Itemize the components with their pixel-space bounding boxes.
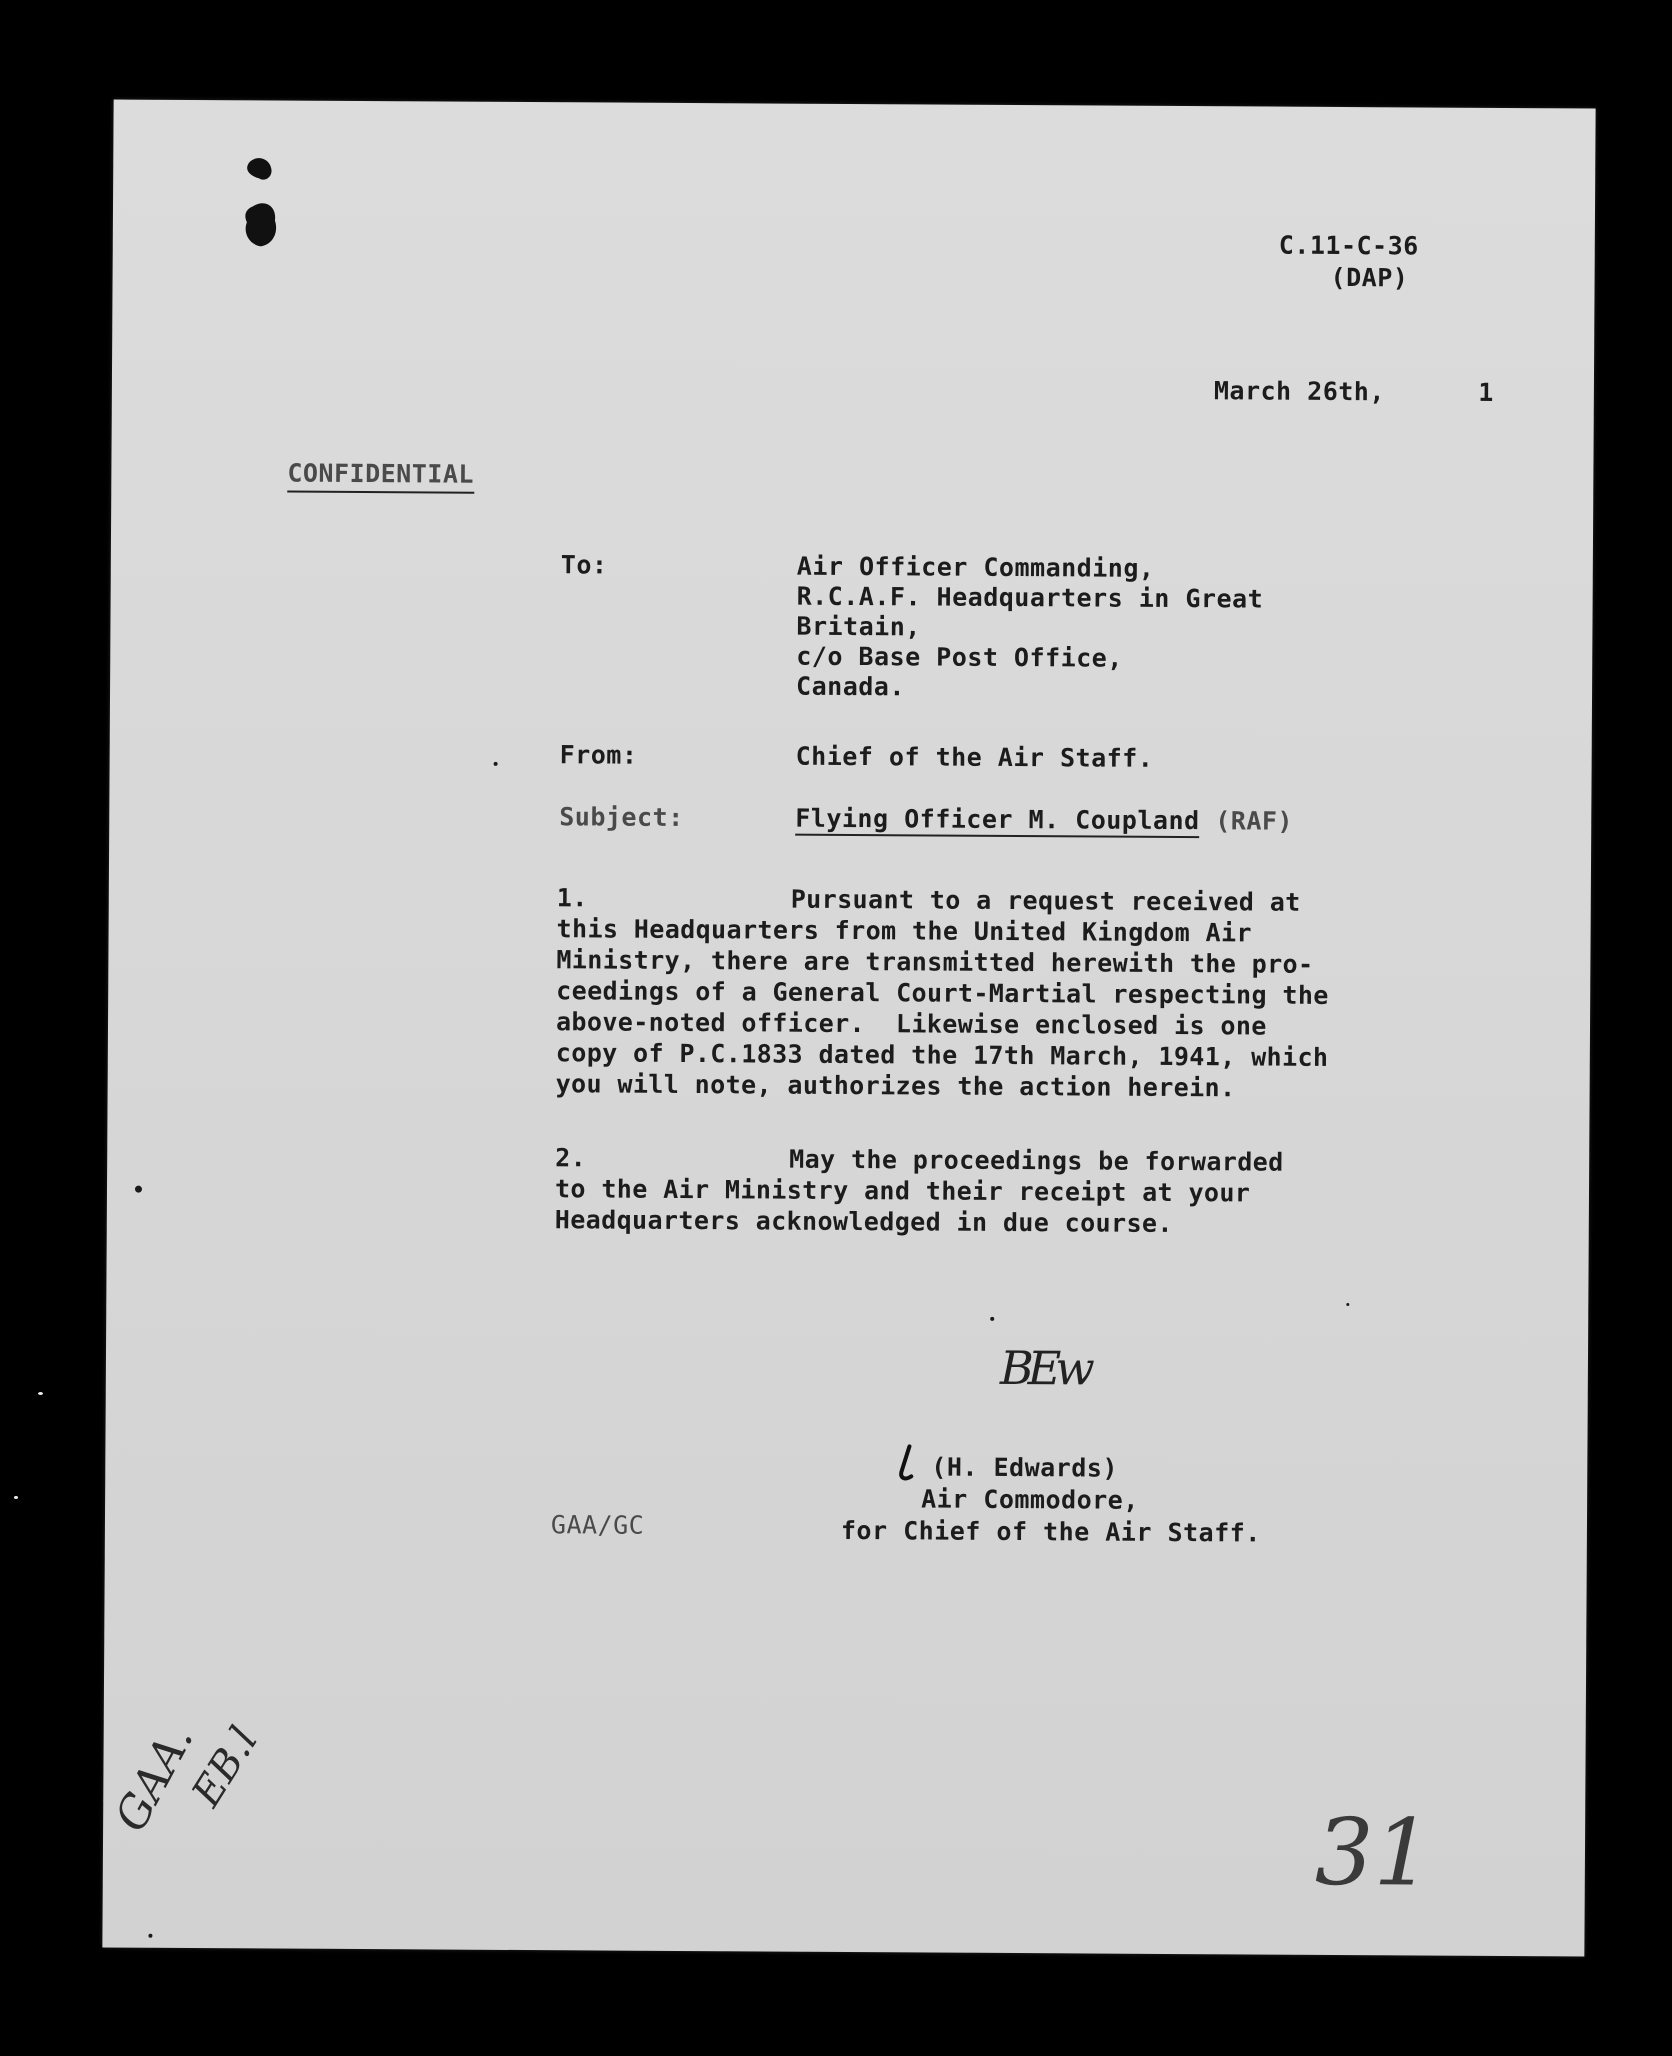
scan-speck [14, 1496, 18, 1499]
paragraph-line: this Headquarters from the United Kingdom Air [556, 914, 1252, 948]
letter-date: March 26th, 1 [1213, 376, 1494, 407]
signatory-rank: Air Commodore, [921, 1484, 1139, 1515]
paragraph-line: copy of P.C.1833 dated the 17th March, 1941, which [555, 1038, 1329, 1072]
address-line: R.C.A.F. Headquarters in Great [796, 581, 1264, 614]
typist-reference: GAA/GC [550, 1510, 645, 1540]
to-label: To: [560, 550, 608, 580]
paragraph-line: you will note, authorizes the action herein. [555, 1069, 1236, 1103]
ink-blot-icon [231, 148, 292, 268]
signatory-name: (H. Edwards) [931, 1452, 1119, 1483]
classification-marking: CONFIDENTIAL [287, 459, 474, 494]
address-line: Air Officer Commanding, [796, 551, 1155, 583]
document-page [102, 99, 1595, 1956]
subject-value: Flying Officer M. Coupland [795, 804, 1200, 838]
address-line: c/o Base Post Office, [796, 641, 1123, 673]
from-label: From: [559, 740, 638, 770]
address-line: Britain, [796, 611, 921, 642]
paragraph-line: Headquarters acknowledged in due course. [554, 1205, 1173, 1238]
from-value: Chief of the Air Staff. [795, 741, 1154, 773]
paragraph-number: 2. [555, 1143, 587, 1173]
subject-label: Subject: [559, 802, 684, 832]
file-reference-code: (DAP) [1330, 262, 1409, 293]
paragraph-line: Ministry, there are transmitted herewith the pro- [556, 945, 1314, 979]
scan-speck [38, 1392, 43, 1395]
paragraph-line: May the proceedings be forwarded [789, 1144, 1284, 1177]
ink-speck [494, 762, 498, 766]
paragraph-number: 1. [556, 883, 588, 913]
handwritten-initials: GAA. [105, 1716, 204, 1840]
subject-suffix: (RAF) [1215, 806, 1294, 836]
ink-speck [1346, 1303, 1349, 1306]
ink-speck [148, 1934, 152, 1938]
paragraph-line: Pursuant to a request received at [790, 884, 1301, 917]
ink-speck [135, 1186, 142, 1193]
signatory-for-line: for Chief of the Air Staff. [840, 1515, 1261, 1548]
signature-initials: BEw [999, 1340, 1089, 1396]
signature-tick-icon [891, 1442, 921, 1488]
paragraph-line: to the Air Ministry and their receipt at your [554, 1174, 1251, 1208]
address-line: Canada. [795, 671, 906, 702]
recipient-address [796, 552, 1263, 705]
page-number: 31 [1314, 1798, 1433, 1907]
ink-speck [990, 1317, 994, 1321]
file-reference-number: C.11-C-36 [1278, 230, 1419, 261]
paragraph-line: ceedings of a General Court-Martial respecting the [556, 976, 1329, 1010]
handwritten-note: EB.l [183, 1718, 268, 1815]
paragraph-line: above-noted officer. Likewise enclosed is one [555, 1007, 1267, 1041]
